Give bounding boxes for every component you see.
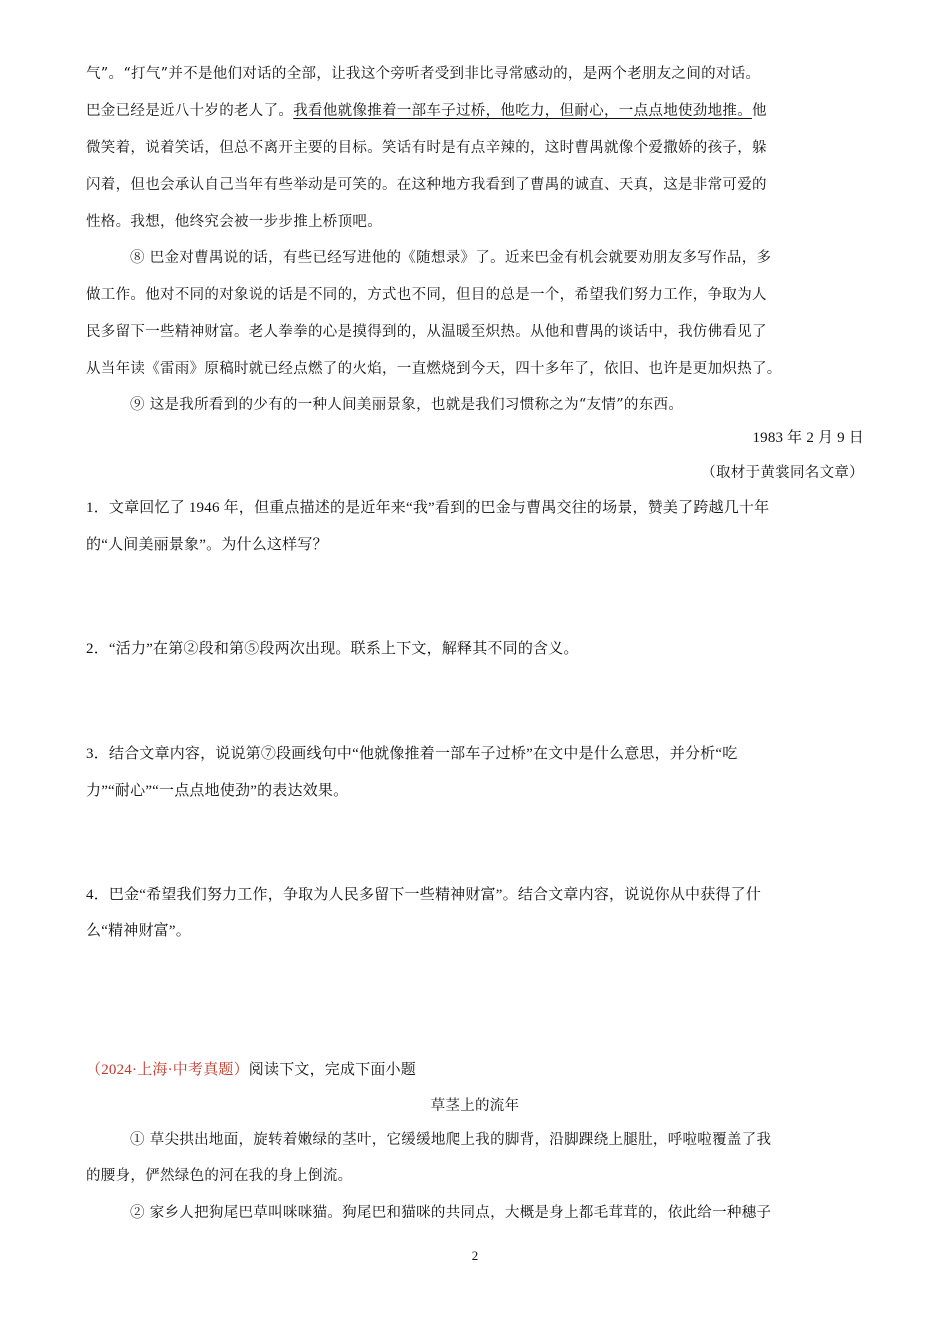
article-source: （取材于黄裳同名文章） <box>701 465 864 481</box>
p8-line-1: ⑧ 巴金对曹禺说的话，有些已经写进他的《随想录》了。近来巴金有机会就要劝朋友多写作品，多 <box>130 250 772 266</box>
p7-line-1: 气”。“打气”并不是他们对话的全部，让我这个旁听者受到非比寻常感动的，是两个老朋友之间的对话。 <box>86 66 761 82</box>
p9-line: ⑨ 这是我所看到的少有的一种人间美丽景象，也就是我们习惯称之为“友情”的东西。 <box>130 397 684 413</box>
p7-line-4: 闪着，但也会承认自己当年有些举动是可笑的。在这种地方我看到了曹禺的诚直、天真，这是非常可爱的 <box>86 177 767 193</box>
p7-line-2-pre: 巴金已经是近八十岁的老人了。 <box>86 103 294 119</box>
passage2-title: 草茎上的流年 <box>430 1098 520 1114</box>
question-1-line-2: 的“人间美丽景象”。为什么这样写？ <box>86 537 328 553</box>
p7-underlined-sentence: 我看他就像推着一部车子过桥，他吃力，但耐心，一点点地使劲地推。 <box>293 103 752 119</box>
page-number: 2 <box>471 1248 479 1263</box>
question-3-line-1: 3．结合文章内容，说说第⑦段画线句中“他就像推着一部车子过桥”在文中是什么意思，并分析“吃 <box>86 746 738 762</box>
p7-line-2-post: 他 <box>752 103 767 119</box>
question-4-line-1: 4．巴金“希望我们努力工作，争取为人民多留下一些精神财富”。结合文章内容，说说你从中获得了什 <box>86 887 762 903</box>
p8-line-3: 民多留下一些精神财富。老人拳拳的心是摸得到的，从温暖至炽热。从他和曹禺的谈话中，我仿佛看见了 <box>86 324 767 340</box>
passage2-p1-line-1: ① 草尖拱出地面，旋转着嫩绿的茎叶，它缓缓地爬上我的脚背，沿脚踝绕上腿肚，呼啦啦覆盖了我 <box>130 1132 772 1148</box>
article-date: 1983 年 2 月 9 日 <box>752 430 864 446</box>
passage2-p2-line-1: ② 家乡人把狗尾巴草叫咪咪猫。狗尾巴和猫咪的共同点，大概是身上都毛茸茸的，依此给一种穗子 <box>130 1205 772 1221</box>
exam-source-tag: （2024·上海·中考真题） <box>86 1062 249 1078</box>
question-2-line-1: 2．“活力”在第②段和第⑤段两次出现。联系上下文，解释其不同的含义。 <box>86 641 579 657</box>
passage2-p1-line-2: 的腰身，俨然绿色的河在我的身上倒流。 <box>86 1168 353 1184</box>
p8-line-2: 做工作。他对不同的对象说的话是不同的，方式也不同，但目的总是一个，希望我们努力工作，争取为人 <box>86 287 767 303</box>
p7-line-2 <box>86 101 866 121</box>
p7-line-3: 微笑着，说着笑话，但总不离开主要的目标。笑话有时是有点辛辣的，这时曹禺就像个爱撒娇的孩子，躲 <box>86 140 767 156</box>
p7-line-5: 性格。我想，他终究会被一步步推上桥顶吧。 <box>86 214 382 230</box>
question-1-line-1: 1．文章回忆了 1946 年，但重点描述的是近年来“我”看到的巴金与曹禺交往的场景，赞美了跨越几十年 <box>86 500 770 516</box>
question-4-line-2: 么“精神财富”。 <box>86 923 191 939</box>
question-3-line-2: 力”“耐心”“一点点地使劲”的表达效果。 <box>86 783 349 799</box>
p8-line-4: 从当年读《雷雨》原稿时就已经点燃了的火焰，一直燃烧到今天，四十多年了，依旧、也许是更加炽热了。 <box>86 361 782 377</box>
section2-heading <box>86 1060 866 1080</box>
section2-instruction: 阅读下文，完成下面小题 <box>248 1062 416 1078</box>
